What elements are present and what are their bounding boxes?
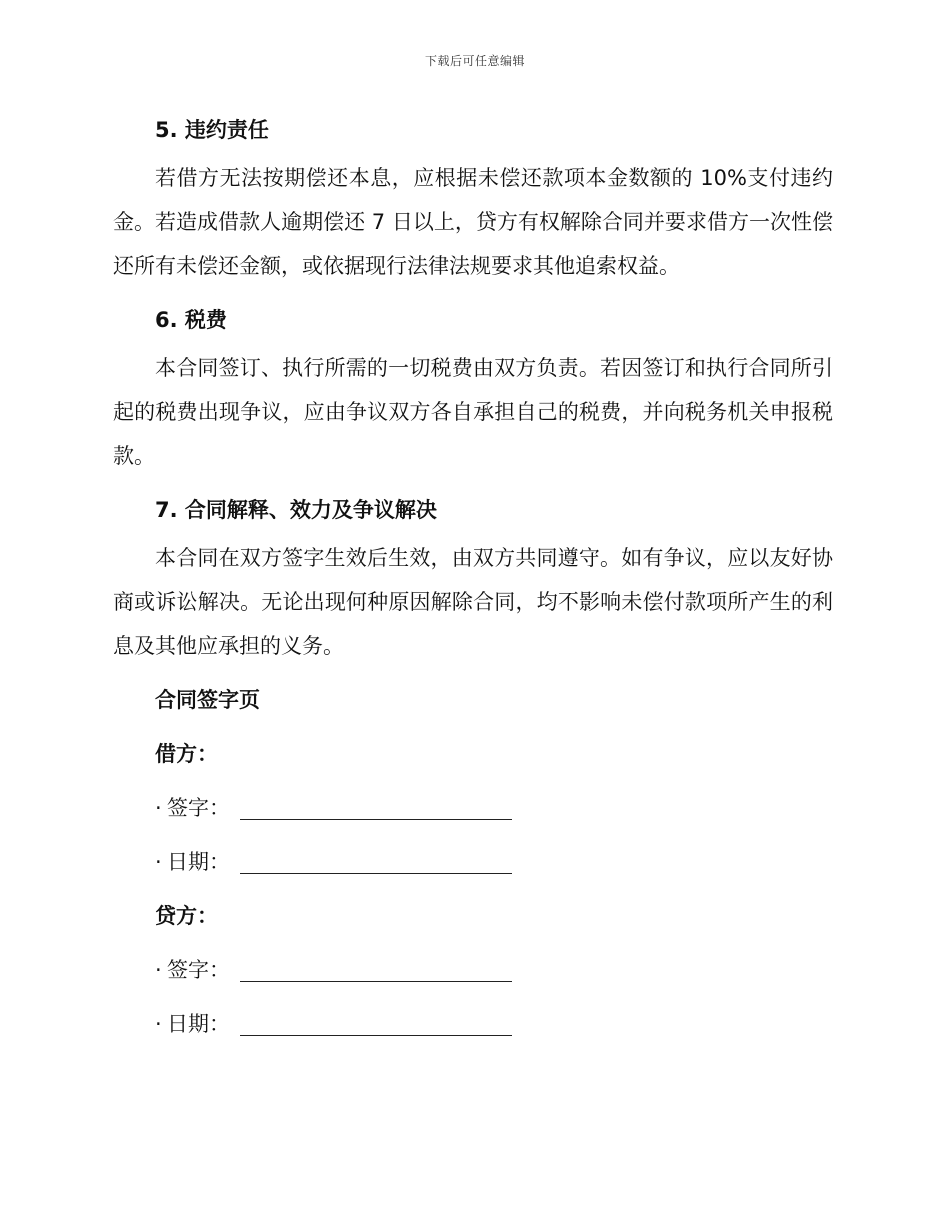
section-5-body: 若借方无法按期偿还本息，应根据未偿还款项本金数额的 10%支付违约金。若造成借款人逾期偿还 7 日以上，贷方有权解除合同并要求借方一次性偿还所有未偿还金额，或依据现行法律法规要求其他追索权益。	[113, 166, 833, 278]
bullet-icon: ·	[155, 1012, 162, 1036]
lender-date-line[interactable]	[240, 1005, 512, 1036]
bullet-icon: ·	[155, 958, 162, 982]
bullet-icon: ·	[155, 850, 162, 874]
lender-sign-row	[155, 948, 833, 992]
borrower-date-row	[155, 840, 833, 884]
lender-label: 贷方：	[155, 904, 218, 928]
section-7-body: 本合同在双方签字生效后生效，由双方共同遵守。如有争议，应以友好协商或诉讼解决。无论出现何种原因解除合同，均不影响未偿付款项所产生的利息及其他应承担的义务。	[113, 546, 833, 658]
section-6-title: 6. 税费	[155, 308, 227, 332]
borrower-label: 借方：	[155, 742, 218, 766]
signature-block	[113, 678, 833, 1046]
section-7-title: 7. 合同解释、效力及争议解决	[155, 498, 437, 522]
borrower-sign-row	[155, 786, 833, 830]
document-content	[113, 108, 833, 1046]
borrower-date-label: 日期：	[167, 850, 230, 874]
header-note: 下载后可任意编辑	[424, 54, 525, 68]
section-6-body: 本合同签订、执行所需的一切税费由双方负责。若因签订和执行合同所引起的税费出现争议，应由争议双方各自承担自己的税费，并向税务机关申报税款。	[113, 356, 833, 468]
borrower-date-line[interactable]	[240, 843, 512, 874]
lender-sign-label: 签字：	[167, 958, 230, 982]
signature-page-heading: 合同签字页	[155, 688, 260, 712]
borrower-sign-label: 签字：	[167, 796, 230, 820]
lender-date-row	[155, 1002, 833, 1046]
bullet-icon: ·	[155, 796, 162, 820]
section-5-title: 5. 违约责任	[155, 118, 269, 142]
lender-signature-line[interactable]	[240, 951, 512, 982]
lender-date-label: 日期：	[167, 1012, 230, 1036]
borrower-signature-line[interactable]	[240, 789, 512, 820]
